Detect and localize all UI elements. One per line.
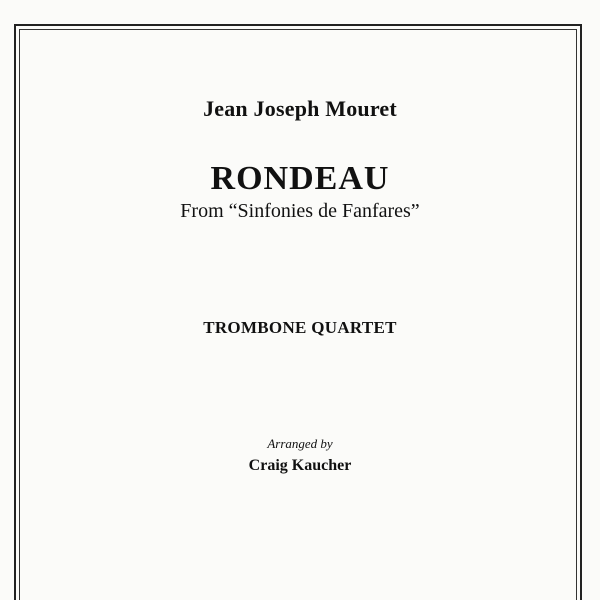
piece-title: RONDEAU [210,160,390,197]
composer-name: Jean Joseph Mouret [203,96,397,121]
piece-subtitle: From “Sinfonies de Fanfares” [180,200,420,222]
arranger-name: Craig Kaucher [248,457,352,474]
arranged-by-label: Arranged by [267,436,333,451]
ensemble-label: TROMBONE QUARTET [203,318,397,337]
